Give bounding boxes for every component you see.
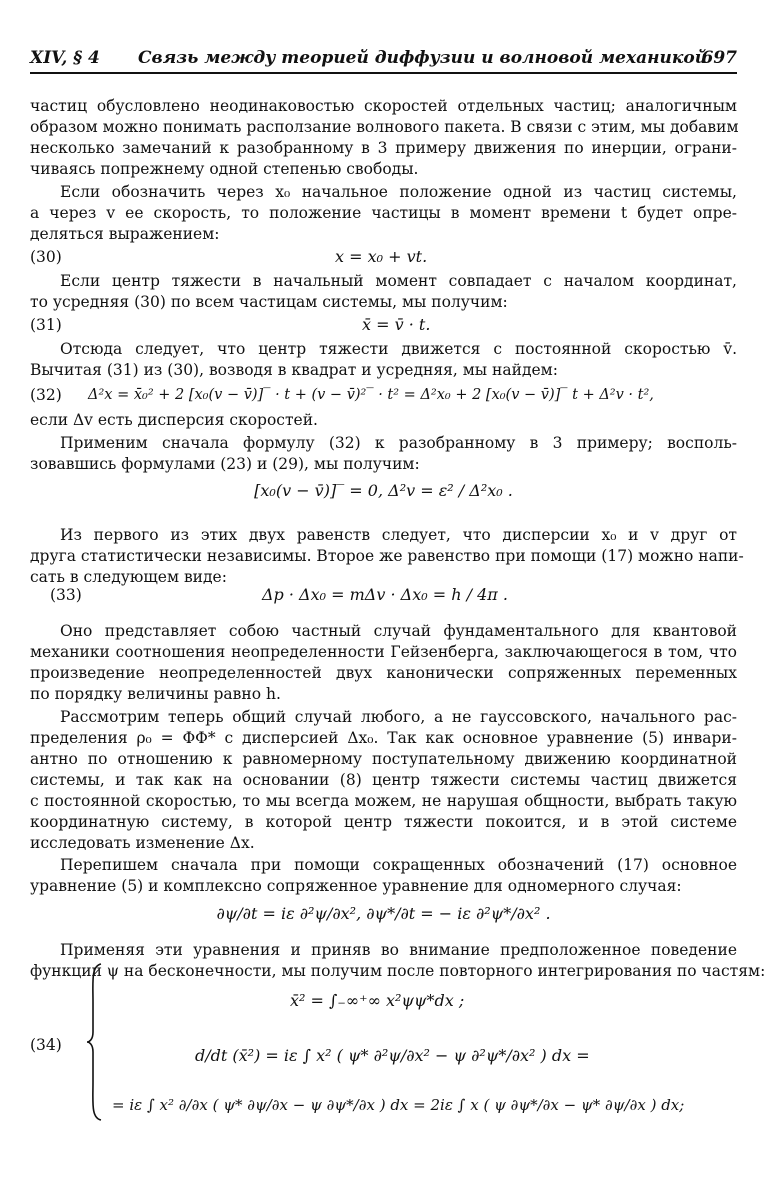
text-line: частиц обусловлено неодинаковостью скоростей отдельных частиц; аналогичным: [30, 97, 737, 115]
text-line: координатную систему, в которой центр тяжести покоится, и в этой системе: [30, 813, 737, 831]
equation-30: x = x₀ + vt.: [335, 247, 428, 266]
equation-schrodinger: ∂ψ/∂t = iε ∂²ψ/∂x², ∂ψ*/∂t = − iε ∂²ψ*/∂x² .: [216, 904, 551, 923]
text-line: образом можно понимать расползание волнового пакета. В связи с этим, мы добавим: [30, 118, 739, 136]
text-line: друга статистически независимы. Второе же равенство при помощи (17) можно напи-: [30, 547, 744, 565]
text-line: если Δv есть дисперсия скоростей.: [30, 411, 318, 429]
header-rule: [30, 72, 737, 74]
text-line: Отсюда следует, что центр тяжести движется с постоянной скоростью v̄.: [60, 340, 737, 358]
text-line: Если обозначить через x₀ начальное положение одной из частиц системы,: [60, 183, 737, 201]
section-label: XIV, § 4: [30, 48, 100, 68]
equation-34b: d/dt (x̄²) = iε ∫ x² ( ψ* ∂²ψ/∂x² − ψ ∂²ψ*/∂x² ) dx =: [195, 1046, 590, 1065]
text-line: антно по отношению к равномерному поступательному движению координатной: [30, 750, 737, 768]
equation-number: (30): [30, 248, 62, 266]
text-line: деляться выражением:: [30, 225, 220, 243]
header-title: Связь между теорией диффузии и волновой механикой: [138, 48, 708, 68]
text-line: Применяя эти уравнения и приняв во внимание предположенное поведение: [60, 941, 737, 959]
equation-32: Δ²x = x̄₀² + 2 [x₀(v − v̄)]‾ · t + (v − v̄)²‾ · t² = Δ²x₀ + 2 [x₀(v − v̄)]‾ t + Δ²v · t²,: [88, 387, 654, 403]
text-line: механики соотношения неопределенности Гейзенберга, заключающегося в том, что: [30, 643, 737, 661]
running-header: [30, 48, 737, 70]
text-line: Если центр тяжести в начальный момент совпадает с началом координат,: [60, 272, 737, 290]
equation-33: Δp · Δx₀ = mΔv · Δx₀ = h / 4π .: [262, 585, 508, 604]
text-line: функции ψ на бесконечности, мы получим после повторного интегрирования по частям:: [30, 962, 766, 980]
text-line: пределения ρ₀ = ΦΦ* с дисперсией Δx₀. Так как основное уравнение (5) инвари-: [30, 729, 737, 747]
text-line: то усредняя (30) по всем частицам системы, мы получим:: [30, 293, 508, 311]
text-line: системы, и так как на основании (8) центр тяжести системы частиц движется: [30, 771, 737, 789]
text-line: а через v ее скорость, то положение частицы в момент времени t будет опре-: [30, 204, 737, 222]
text-line: чиваясь попрежнему одной степенью свободы.: [30, 160, 419, 178]
text-line: Рассмотрим теперь общий случай любого, а не гауссовского, начального рас-: [60, 708, 737, 726]
equation-34a: x̄² = ∫₋∞⁺∞ x²ψψ*dx ;: [290, 991, 465, 1010]
text-line: зовавшись формулами (23) и (29), мы получим:: [30, 455, 420, 473]
text-line: несколько замечаний к разобранному в 3 примеру движения по инерции, ограни-: [30, 139, 737, 157]
equation-number: (33): [50, 586, 82, 604]
text-line: Перепишем сначала при помощи сокращенных обозначений (17) основное: [60, 856, 737, 874]
equation-number: (34): [30, 1036, 62, 1054]
page-number: 697: [701, 48, 737, 68]
equation-dispersion: [x₀(v − v̄)]‾ = 0, Δ²v = ε² / Δ²x₀ .: [254, 481, 513, 500]
text-line: уравнение (5) и комплексно сопряженное уравнение для одномерного случая:: [30, 877, 682, 895]
text-line: Применим сначала формулу (32) к разобранному в 3 примеру; восполь-: [60, 434, 737, 452]
text-line: Оно представляет собою частный случай фундаментального для квантовой: [60, 622, 737, 640]
equation-number: (31): [30, 316, 62, 334]
text-line: сать в следующем виде:: [30, 568, 227, 586]
text-line: исследовать изменение Δx.: [30, 834, 255, 852]
text-line: Из первого из этих двух равенств следует, что дисперсии x₀ и v друг от: [60, 526, 737, 544]
equation-31: x̄ = v̄ · t.: [362, 315, 431, 334]
text-line: произведение неопределенностей двух канонически сопряженных переменных: [30, 664, 737, 682]
text-line: с постоянной скоростью, то мы всегда можем, не нарушая общности, выбрать такую: [30, 792, 737, 810]
equation-brace: [85, 962, 103, 1122]
equation-number: (32): [30, 386, 62, 404]
text-line: Вычитая (31) из (30), возводя в квадрат и усредняя, мы найдем:: [30, 361, 558, 379]
text-line: по порядку величины равно h.: [30, 685, 281, 703]
equation-34c: = iε ∫ x² ∂/∂x ( ψ* ∂ψ/∂x − ψ ∂ψ*/∂x ) dx = 2iε ∫ x ( ψ ∂ψ*/∂x − ψ* ∂ψ/∂x ) dx;: [112, 1096, 685, 1114]
